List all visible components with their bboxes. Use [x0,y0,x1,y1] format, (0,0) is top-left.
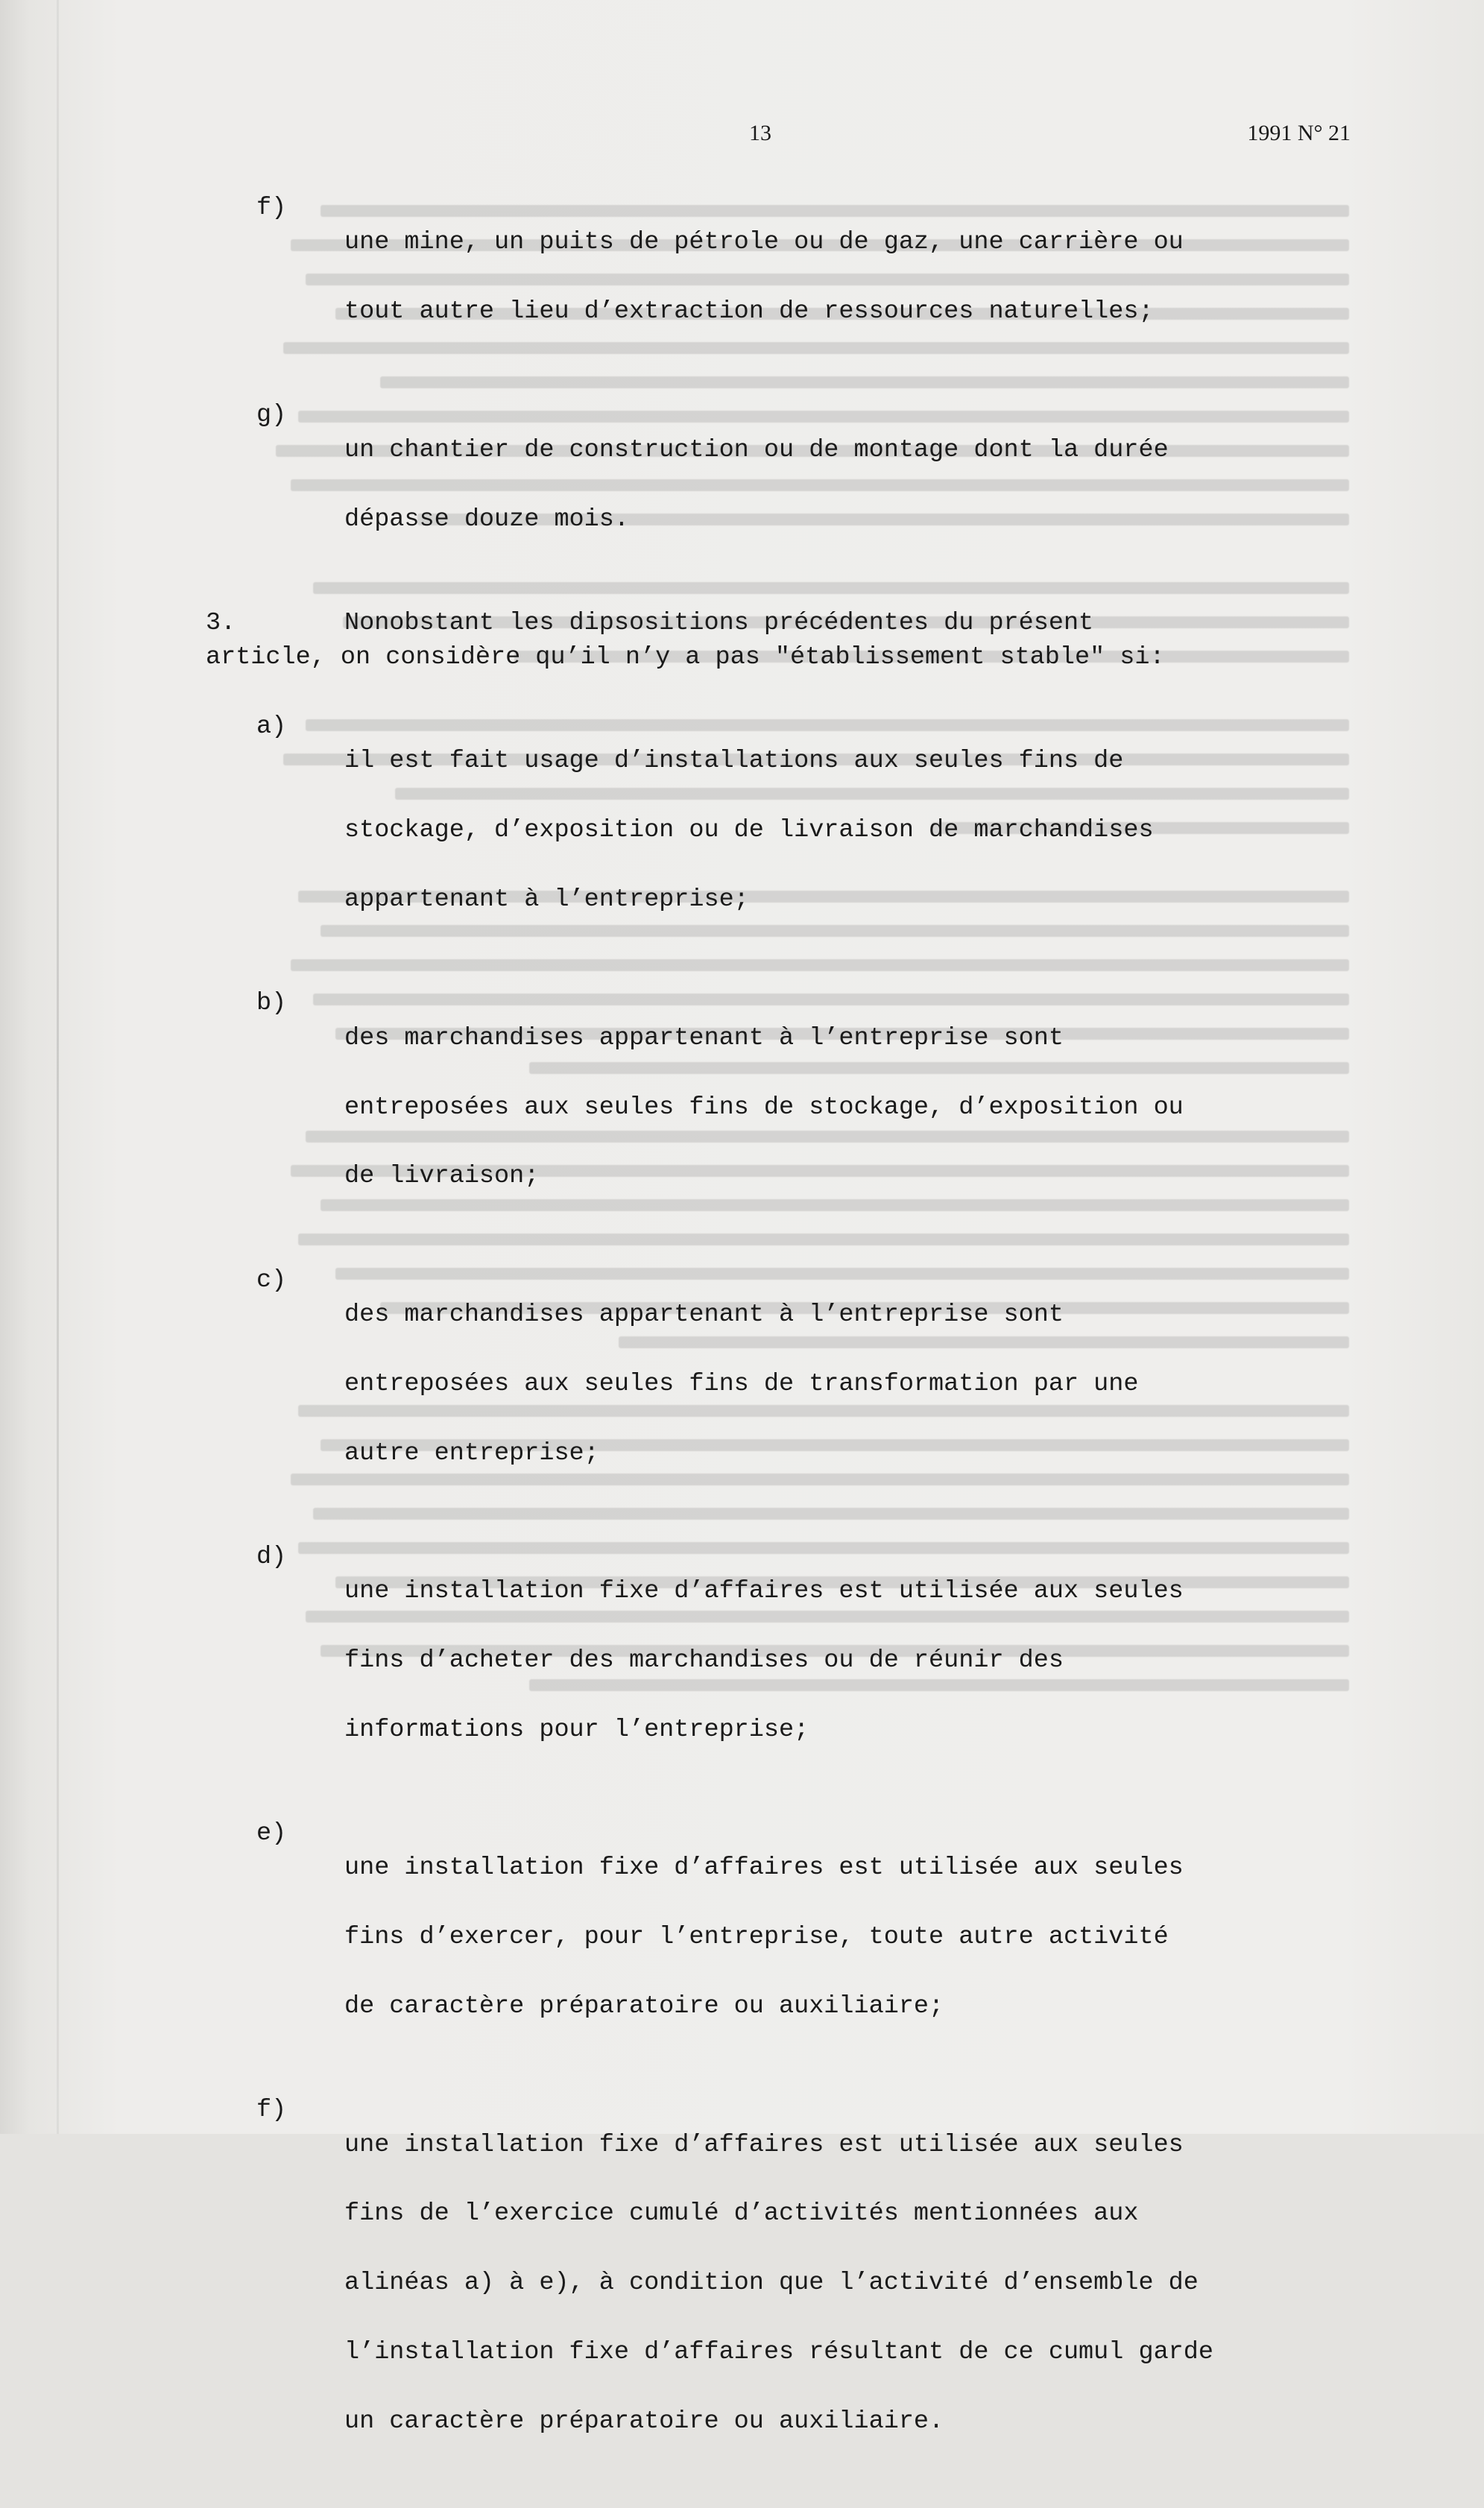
item-line: il est fait usage d’installations aux seules fins de [344,747,1124,776]
item-line: un chantier de construction ou de montage dont la durée [344,435,1169,464]
paragraph-line: article, on considère qu’il n’y a pas "établissement stable" si: [206,643,1165,672]
item-line: des marchandises appartenant à l’entreprise sont [344,1023,1064,1052]
item-line: stockage, d’exposition ou de livraison de marchandises [344,816,1154,845]
item-label: f) [256,194,287,222]
list-item-c [206,1263,1354,1506]
item-line: entreposées aux seules fins de stockage, d’exposition ou [344,1093,1184,1122]
item-line: une installation fixe d’affaires est utilisée aux seules [344,2130,1184,2159]
list-item-g [206,398,1354,571]
list-item-f-first [206,191,1354,364]
item-line: entreposées aux seules fins de transformation par une [344,1369,1139,1398]
item-line: fins d’acheter des marchandises ou de réunir des [344,1646,1064,1675]
item-line: une mine, un puits de pétrole ou de gaz, une carrière ou [344,228,1184,257]
item-line: appartenant à l’entreprise; [344,885,749,915]
item-label: c) [256,1266,287,1295]
paragraph-label: 3. [206,608,236,637]
item-label: a) [256,713,287,742]
item-label: g) [256,401,287,430]
item-line: fins d’exercer, pour l’entreprise, toute autre activité [344,1923,1169,1952]
item-line: un caractère préparatoire ou auxiliaire. [344,2407,944,2436]
item-line: l’installation fixe d’affaires résultant de ce cumul garde [344,2338,1213,2367]
item-line: une installation fixe d’affaires est utilisée aux seules [344,1854,1184,1883]
item-line: de livraison; [344,1162,540,1191]
list-item-f-second [206,2093,1354,2473]
page-fold-shadow [57,0,59,2134]
page-number: 13 [749,121,771,145]
item-label: b) [256,989,287,1018]
item-line: alinéas a) à e), à condition que l’activité d’ensemble de [344,2269,1199,2298]
paragraph-3 [206,606,1354,675]
item-line: des marchandises appartenant à l’entreprise sont [344,1300,1064,1329]
list-item-a [206,710,1354,952]
item-line: une installation fixe d’affaires est utilisée aux seules [344,1577,1184,1606]
item-label: f) [256,2096,287,2125]
list-item-b [206,986,1354,1228]
article-text [206,191,1354,2508]
document-reference: 1991 N° 21 [1247,121,1351,145]
item-line: autre entreprise; [344,1438,599,1468]
list-item-d [206,1540,1354,1782]
item-line: dépasse douze mois. [344,505,629,534]
paragraph-line: Nonobstant les dipsositions précédentes du présent [344,608,1094,637]
item-line: fins de l’exercice cumulé d’activités mentionnées aux [344,2199,1139,2229]
item-label: d) [256,1542,287,1571]
list-item-e [206,1816,1354,2059]
item-label: e) [256,1819,287,1848]
item-line: informations pour l’entreprise; [344,1715,809,1744]
item-line: tout autre lieu d’extraction de ressources naturelles; [344,297,1154,326]
item-line: de caractère préparatoire ou auxiliaire; [344,1992,944,2021]
